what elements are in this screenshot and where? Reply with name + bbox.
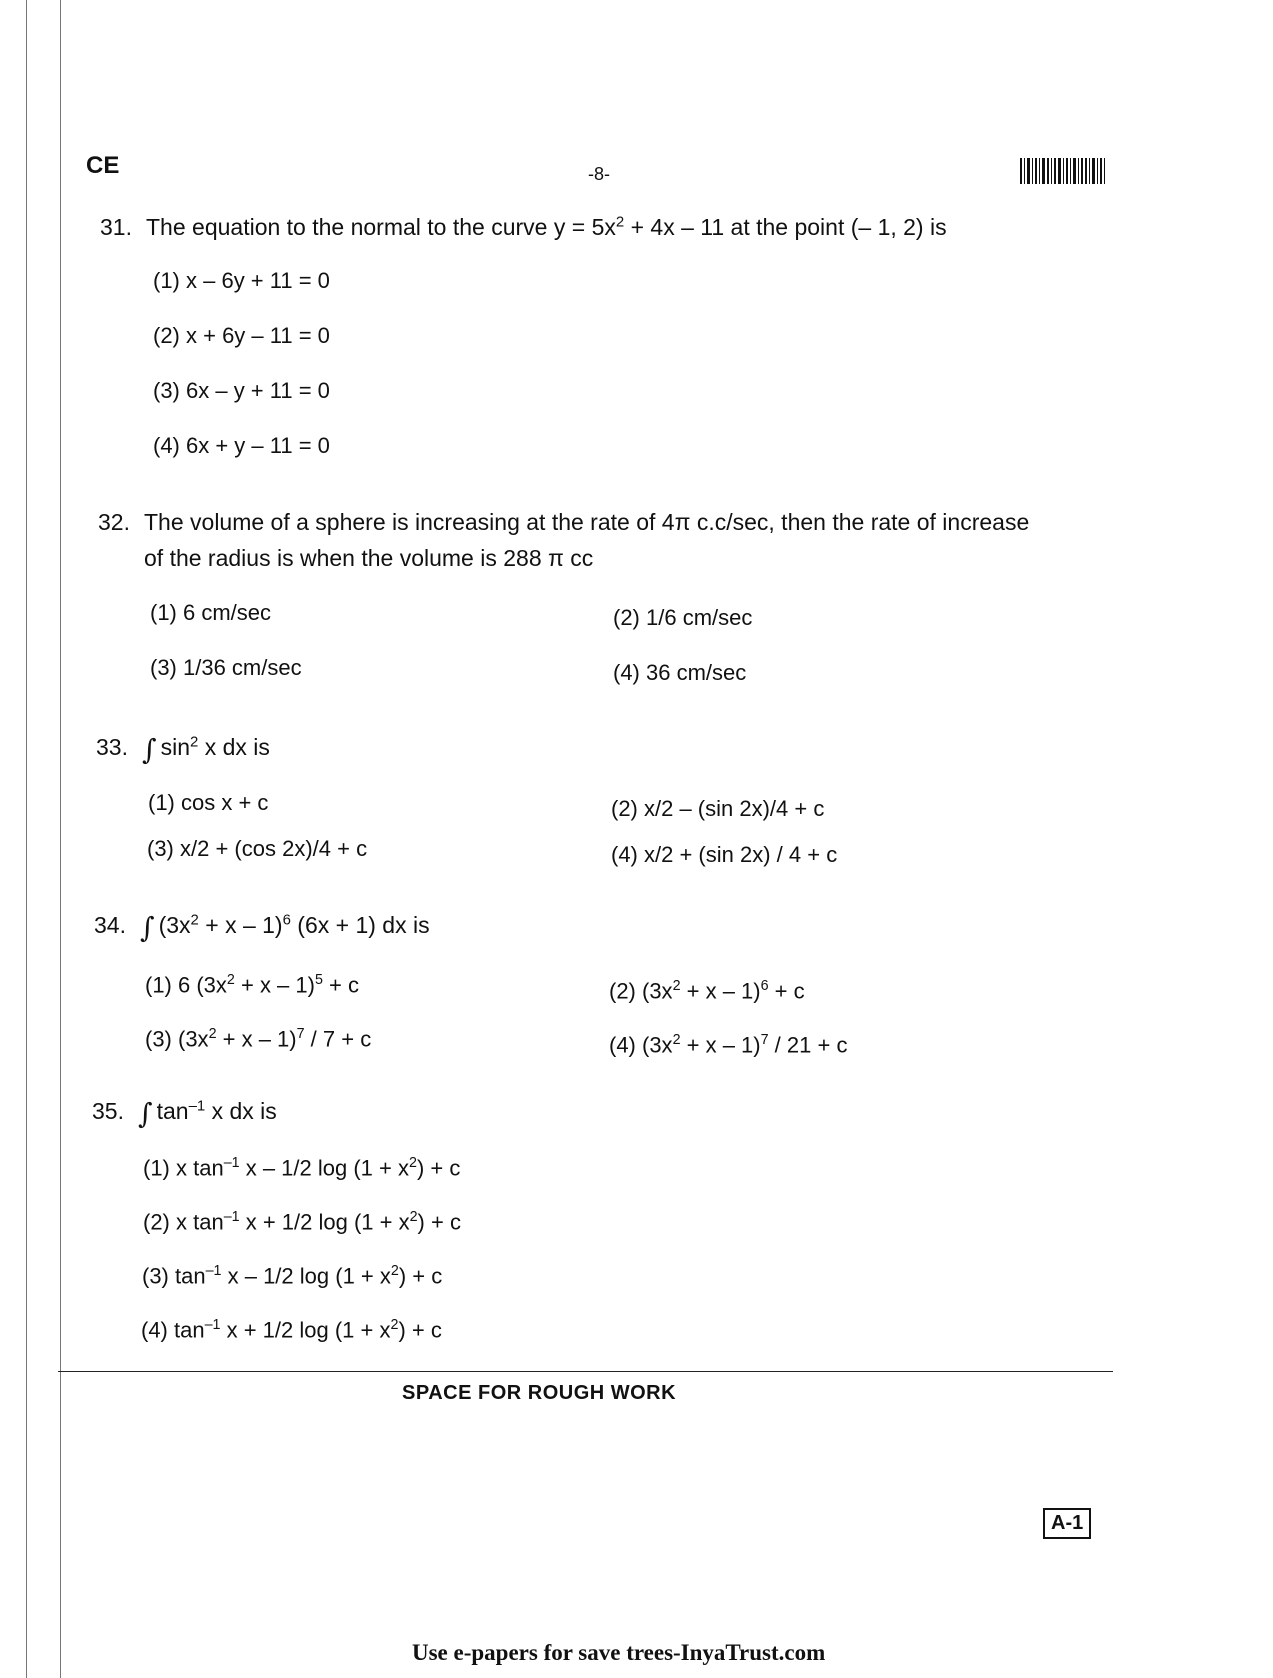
question-stem: $\sin^2 x$ dx is — [160, 733, 270, 760]
question-number: 35. — [92, 1098, 124, 1124]
integral-sign: ∫ — [140, 911, 155, 944]
option-4: (4) $(3x^2 + x - 1)^7 / 21 + c$ — [609, 1032, 848, 1058]
question-number: 31. — [100, 214, 132, 240]
option-3: (3) $\tan^{-1} x - 1/2$ $\log (1 + x^2) + c$ — [142, 1263, 443, 1289]
question-stem-line1: The volume of a sphere is increasing at the rate of 4π c.c/sec, then the rate of increase — [144, 509, 1030, 535]
page-number: -8- — [588, 164, 610, 184]
integral-sign: ∫ — [138, 1097, 153, 1130]
question-stem-line2: of the radius is when the volume is 288 π cc — [144, 544, 594, 571]
binding-line-left — [26, 0, 27, 1678]
option-3: (3) 6x – y + 11 = 0 — [153, 378, 330, 403]
option-2: (2) x $\tan^{-1} x + 1/2$ $\log (1 + x^2) + c$ — [143, 1209, 461, 1235]
question-stem: The equation to the normal to the curve $y = 5x^2 + 4x - 11$ at the point (– 1, 2) is — [146, 213, 947, 240]
paper-code: CE — [86, 152, 120, 179]
option-4: (4) 36 cm/sec — [613, 660, 747, 685]
option-3: (3) x/2 + (cos 2x)/4 + c — [147, 836, 368, 861]
option-2: (2) 1/6 cm/sec — [613, 605, 753, 630]
option-1: (1) 6 $(3x^2 + x - 1)^5 + c$ — [145, 972, 359, 998]
option-2: (2) $(3x^2 + x - 1)^6 + c$ — [609, 978, 805, 1004]
option-1: (1) 6 cm/sec — [150, 600, 272, 625]
option-1: (1) x – 6y + 11 = 0 — [153, 268, 330, 293]
rough-work-label: SPACE FOR ROUGH WORK — [402, 1382, 677, 1404]
option-4: (4) 6x + y – 11 = 0 — [153, 433, 330, 458]
question-32 — [98, 505, 1029, 576]
question-number: 34. — [94, 912, 126, 938]
option-3: (3) 1/36 cm/sec — [150, 655, 302, 680]
option-2: (2) x + 6y – 11 = 0 — [153, 323, 330, 348]
binding-line-right — [60, 0, 61, 1678]
question-number: 33. — [96, 734, 128, 760]
option-4: (4) $\tan^{-1} x + 1/2$ $\log (1 + x^2) + c$ — [141, 1317, 442, 1343]
option-2: (2) x/2 – (sin 2x)/4 + c — [611, 796, 825, 821]
rough-work-divider — [58, 1371, 1113, 1372]
option-4: (4) x/2 + (sin 2x) / 4 + c — [611, 842, 838, 867]
option-1: (1) cos x + c — [148, 790, 269, 815]
question-stem: $(3x^2 + x - 1)^6$ (6x + 1) dx is — [158, 911, 430, 938]
set-code-box: A-1 — [1043, 1508, 1091, 1539]
question-34 — [94, 906, 430, 949]
option-1: (1) x $\tan^{-1} x - 1/2$ $\log (1 + x^2) + c$ — [143, 1155, 461, 1181]
integral-sign: ∫ — [142, 733, 157, 766]
question-stem: $\tan^{-1} x$ dx is — [156, 1097, 277, 1124]
question-31 — [100, 210, 947, 246]
question-35 — [92, 1092, 277, 1135]
question-33 — [96, 728, 270, 771]
barcode — [1020, 158, 1107, 184]
option-3: (3) $(3x^2 + x - 1)^7 / 7 + c$ — [145, 1026, 372, 1052]
question-number: 32. — [98, 509, 130, 535]
footer-note: Use e-papers for save trees-InyaTrust.com — [412, 1640, 826, 1665]
